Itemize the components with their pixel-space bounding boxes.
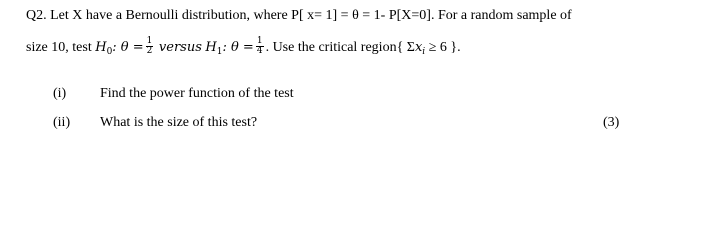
h1-fraction	[256, 37, 264, 56]
h0-theta-eq: : θ =	[112, 40, 144, 55]
item-label-i: (i)	[53, 86, 67, 101]
critical-region-close: }.	[450, 40, 461, 55]
h1-numerator: 1	[256, 36, 263, 46]
h0-subscript: 0	[106, 47, 113, 57]
x-var: x	[414, 40, 423, 55]
alternative-hypothesis	[205, 36, 265, 57]
inequality: ≥ 6	[428, 40, 447, 55]
x-variable	[415, 40, 425, 55]
item-text-i: Find the power function of the test	[100, 86, 294, 101]
item-text-ii: What is the size of this test?	[100, 115, 258, 130]
question-line-2	[26, 38, 461, 61]
item-label-ii: (ii)	[53, 115, 71, 130]
question-text-line-1: Let X have a Bernoulli distribution, where P[ x= 1] = θ = 1- P[X=0]. For a random sample of	[50, 8, 572, 23]
critical-region-text: . Use the critical region{	[265, 40, 404, 55]
null-hypothesis	[95, 36, 155, 57]
h0-numerator: 1	[146, 36, 153, 46]
question-number: Q2.	[26, 8, 47, 23]
h1-theta-eq: : θ =	[222, 40, 254, 55]
sum-symbol: Σ	[406, 40, 415, 55]
h0-symbol: H	[95, 40, 107, 55]
question-text-prefix: size 10, test	[26, 40, 92, 55]
h1-denominator: 4	[256, 46, 263, 56]
marks-label: (3)	[603, 115, 620, 130]
h0-fraction	[146, 37, 154, 56]
x-subscript: i	[422, 47, 426, 57]
question-line-1	[26, 7, 572, 25]
h1-subscript: 1	[216, 47, 223, 57]
h1-symbol: H	[205, 40, 217, 55]
versus-word: versus	[158, 40, 202, 55]
h0-denominator: 2	[146, 46, 153, 56]
